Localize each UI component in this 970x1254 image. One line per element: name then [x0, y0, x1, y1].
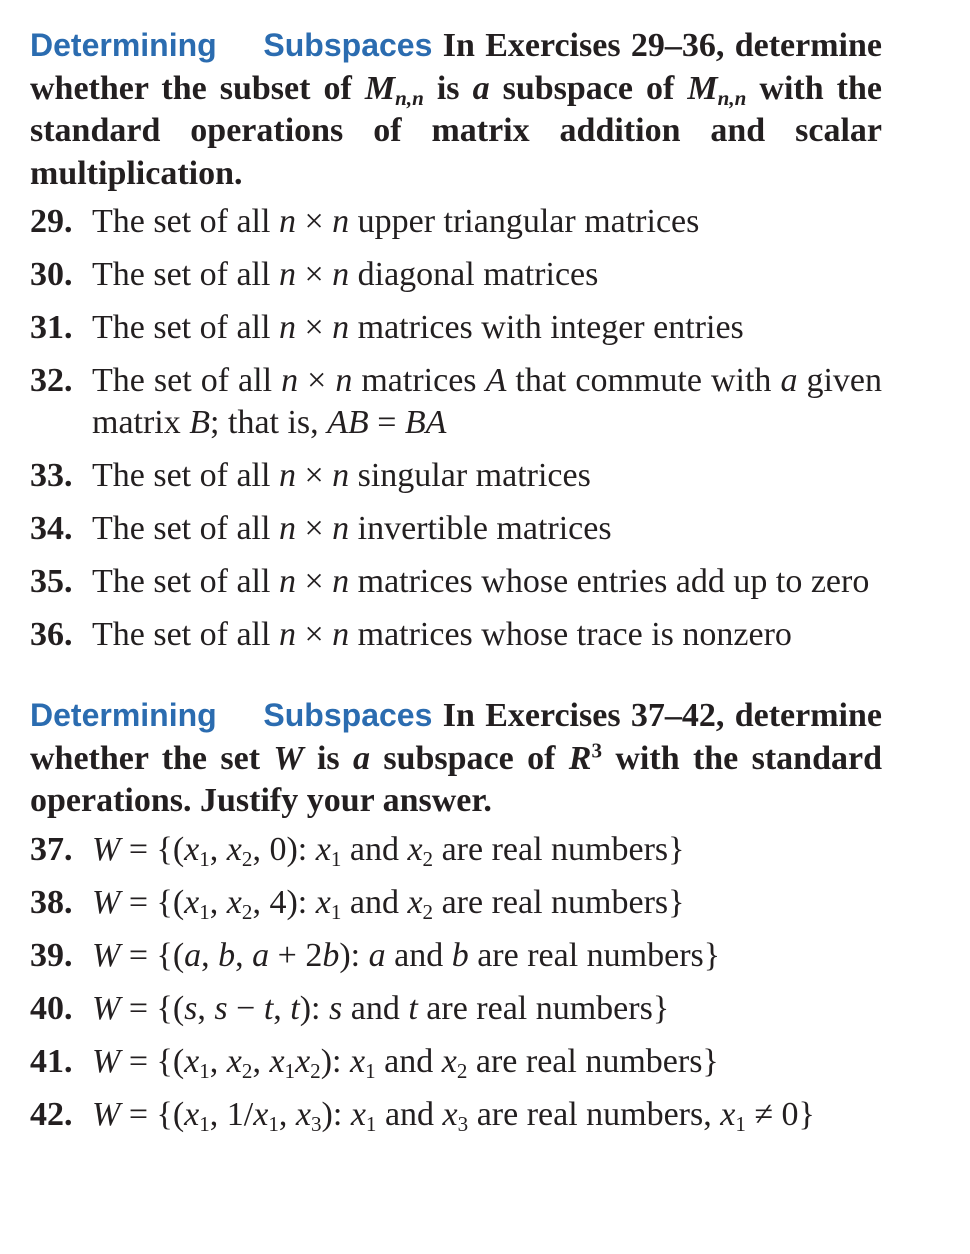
exercise-section-37-42	[30, 694, 882, 1147]
exercise-text: $W = \{(x_1$, $1/x_1$, $x_3$): $x_1$ and $x_3$ are real numbers, $x_1 \ne 0$}	[92, 1095, 815, 1136]
exercise-text: The set of all n × n singular matrices	[92, 457, 591, 494]
exercise-item	[30, 307, 882, 349]
exercise-item	[30, 614, 882, 656]
exercise-text: The set of all n × n upper triangular matrices	[92, 203, 700, 240]
exercise-item	[30, 882, 882, 924]
section-heading	[30, 694, 882, 823]
exercise-text: The set of all n × n matrices with integer entries	[92, 309, 744, 346]
exercise-section-29-36	[30, 24, 882, 667]
section-heading	[30, 24, 882, 195]
exercise-text: The set of all n × n matrices A that commute with a given matrix B; that is, AB = BA	[92, 362, 883, 441]
exercise-number: 38.	[30, 883, 73, 921]
exercise-item	[30, 561, 882, 603]
exercise-text: The set of all n × n matrices whose entries add up to zero	[92, 563, 870, 600]
exercise-number: 42.	[30, 1095, 73, 1133]
exercise-number: 35.	[30, 563, 73, 600]
exercise-number: 37.	[30, 830, 73, 868]
section-lead: Determining Subspaces	[30, 697, 433, 733]
exercise-list	[30, 829, 882, 1136]
exercise-item	[30, 1041, 882, 1083]
exercise-number: 39.	[30, 936, 73, 974]
exercise-text: W = {(a, b, a + 2b): a and b are real numbers}	[92, 936, 721, 974]
exercise-item	[30, 508, 882, 550]
exercise-item	[30, 1094, 882, 1136]
exercise-item	[30, 455, 882, 497]
exercise-item	[30, 829, 882, 871]
exercise-item	[30, 201, 882, 243]
section-instructions: In Exercises 37–42, determine whether the set W is a subspace of $R^3$ with the standard operations. Justify your answer.	[30, 697, 883, 819]
exercise-text: The set of all n × n matrices whose trace is nonzero	[92, 616, 792, 653]
exercise-item	[30, 360, 882, 444]
exercise-list	[30, 201, 882, 656]
exercise-text: The set of all n × n diagonal matrices	[92, 256, 599, 293]
exercise-text: $W = \{(x_1$, $x_2$, 0): $x_1$ and $x_2$ are real numbers}	[92, 830, 685, 871]
exercise-item	[30, 254, 882, 296]
exercise-number: 29.	[30, 203, 73, 240]
exercise-number: 31.	[30, 309, 73, 346]
exercise-number: 36.	[30, 616, 73, 653]
exercise-number: 30.	[30, 256, 73, 293]
exercise-number: 32.	[30, 362, 73, 399]
exercise-number: 33.	[30, 457, 73, 494]
exercise-number: 34.	[30, 510, 73, 547]
exercise-text: W = {(s, s − t, t): s and t are real numbers}	[92, 989, 670, 1027]
section-instructions: In Exercises 29–36, determine whether the subset of $M_{n,n}$ is a subspace of $M_{n,n}$ with the standard operations of matrix addition and scalar multiplication.	[30, 27, 883, 192]
exercise-text: $W = \{(x_1$, $x_2$, 4): $x_1$ and $x_2$ are real numbers}	[92, 883, 685, 924]
exercise-number: 41.	[30, 1042, 73, 1080]
exercise-item	[30, 988, 882, 1030]
exercise-text: The set of all n × n invertible matrices	[92, 510, 612, 547]
exercise-number: 40.	[30, 989, 73, 1027]
section-lead: Determining Subspaces	[30, 27, 433, 63]
exercise-text: $W = \{(x_1$, $x_2$, $x_1x_2$): $x_1$ and $x_2$ are real numbers}	[92, 1042, 719, 1083]
exercise-item	[30, 935, 882, 977]
